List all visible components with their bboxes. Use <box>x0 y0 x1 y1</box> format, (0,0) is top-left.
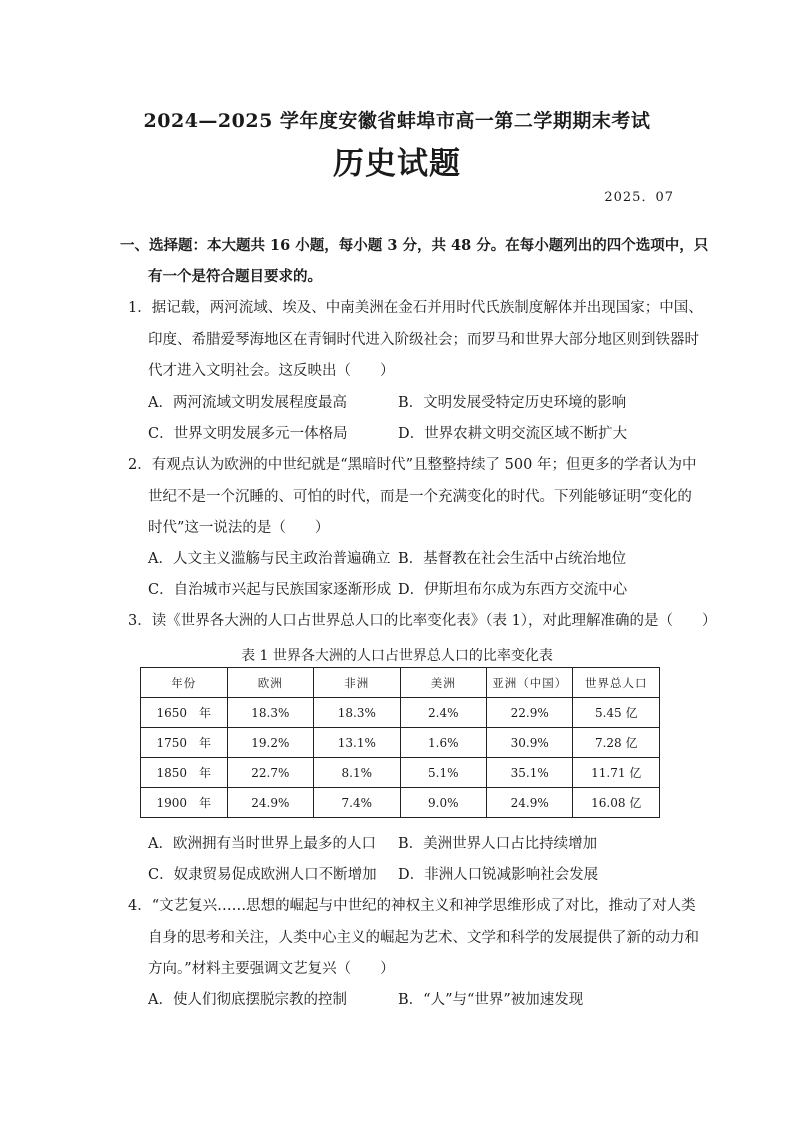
q2-line3: 时代”这一说法的是（ ） <box>148 520 330 536</box>
q3-line1: 3．读《世界各大洲的人口占世界总人口的比率变化表》（表 1），对此理解准确的是（ ） <box>128 613 717 629</box>
q1-line1: 1．据记载，两河流域、埃及、中南美洲在金石并用时代氏族制度解体并出现国家；中国、 <box>128 300 703 316</box>
q4-line3: 方向。”材料主要强调文艺复兴（ ） <box>148 961 395 977</box>
table-cell: 2.4% <box>400 698 486 728</box>
exam-title: 2024—2025 学年度安徽省蚌埠市高一第二学期期末考试 <box>143 110 651 132</box>
table-row <box>141 758 660 788</box>
table-row <box>141 698 660 728</box>
q3-option-d: D．非洲人口锐减影响社会发展 <box>398 867 599 883</box>
exam-date: 2025．07 <box>604 190 674 205</box>
table-cell: 16.08 亿 <box>573 788 660 818</box>
table-cell: 1750 年 <box>141 728 228 758</box>
table-row <box>141 728 660 758</box>
table-cell: 18.3% <box>314 698 401 728</box>
table-row <box>141 788 660 818</box>
table-cell: 35.1% <box>486 758 573 788</box>
q4-line1: 4．“文艺复兴……思想的崛起与中世纪的神权主义和神学思维形成了对比，推动了对人类 <box>128 898 696 914</box>
q4-line2: 自身的思考和关注，人类中心主义的崛起为艺术、文学和科学的发展提供了新的动力和 <box>148 930 699 946</box>
table-cell: 18.3% <box>227 698 314 728</box>
q2-line1: 2．有观点认为欧洲的中世纪就是“黑暗时代”且整整持续了 500 年；但更多的学者认为中 <box>128 457 697 473</box>
table-header-cell: 美洲 <box>400 668 486 698</box>
q1-line2: 印度、希腊爱琴海地区在青铜时代进入阶级社会；而罗马和世界大部分地区则到铁器时 <box>148 332 699 348</box>
table-cell: 1.6% <box>400 728 486 758</box>
table-cell: 13.1% <box>314 728 401 758</box>
table-header-row <box>141 668 660 698</box>
population-table <box>140 667 660 818</box>
q2-option-c: C．自治城市兴起与民族国家逐渐形成 <box>148 582 392 598</box>
table-caption: 表 1 世界各大洲的人口占世界总人口的比率变化表 <box>241 648 553 664</box>
q3-option-c: C．奴隶贸易促成欧洲人口不断增加 <box>148 867 377 883</box>
q1-option-c: C．世界文明发展多元一体格局 <box>148 426 348 442</box>
table-cell: 11.71 亿 <box>573 758 660 788</box>
q1-option-b: B．文明发展受特定历史环境的影响 <box>398 395 627 411</box>
table-cell: 19.2% <box>227 728 314 758</box>
table-cell: 30.9% <box>486 728 573 758</box>
q2-option-a: A．人文主义滥觞与民主政治普遍确立 <box>148 551 391 567</box>
q2-option-b: B．基督教在社会生活中占统治地位 <box>398 551 627 567</box>
table-cell: 5.45 亿 <box>573 698 660 728</box>
section-heading-line2: 有一个是符合题目要求的。 <box>148 268 322 285</box>
table-cell: 7.4% <box>314 788 401 818</box>
table-cell: 24.9% <box>486 788 573 818</box>
table-header-cell: 亚洲（中国） <box>486 668 573 698</box>
table-cell: 9.0% <box>400 788 486 818</box>
q3-option-b: B．美洲世界人口占比持续增加 <box>398 836 598 852</box>
table-header-cell: 年份 <box>141 668 228 698</box>
q2-option-d: D．伊斯坦布尔成为东西方交流中心 <box>398 582 628 598</box>
q2-line2: 世纪不是一个沉睡的、可怕的时代，而是一个充满变化的时代。下列能够证明“变化的 <box>148 489 692 505</box>
q3-option-a: A．欧洲拥有当时世界上最多的人口 <box>148 836 376 852</box>
table-header-cell: 非洲 <box>314 668 401 698</box>
table-cell: 1850 年 <box>141 758 228 788</box>
table-cell: 7.28 亿 <box>573 728 660 758</box>
table-cell: 5.1% <box>400 758 486 788</box>
table-cell: 1900 年 <box>141 788 228 818</box>
q1-line3: 代才进入文明社会。这反映出（ ） <box>148 363 395 379</box>
table-cell: 1650 年 <box>141 698 228 728</box>
subject-title: 历史试题 <box>333 146 461 182</box>
q1-option-d: D．世界农耕文明交流区域不断扩大 <box>398 426 628 442</box>
q4-option-b: B．“人”与“世界”被加速发现 <box>398 992 584 1008</box>
table-cell: 22.9% <box>486 698 573 728</box>
q1-option-a: A．两河流域文明发展程度最高 <box>148 395 347 411</box>
table-header-cell: 欧洲 <box>227 668 314 698</box>
table-cell: 8.1% <box>314 758 401 788</box>
section-heading-line1: 一、选择题：本大题共 16 小题，每小题 3 分，共 48 分。在每小题列出的四个选项中，只 <box>120 237 709 254</box>
table-header-cell: 世界总人口 <box>573 668 660 698</box>
table-cell: 22.7% <box>227 758 314 788</box>
table-cell: 24.9% <box>227 788 314 818</box>
q4-option-a: A．使人们彻底摆脱宗教的控制 <box>148 992 347 1008</box>
